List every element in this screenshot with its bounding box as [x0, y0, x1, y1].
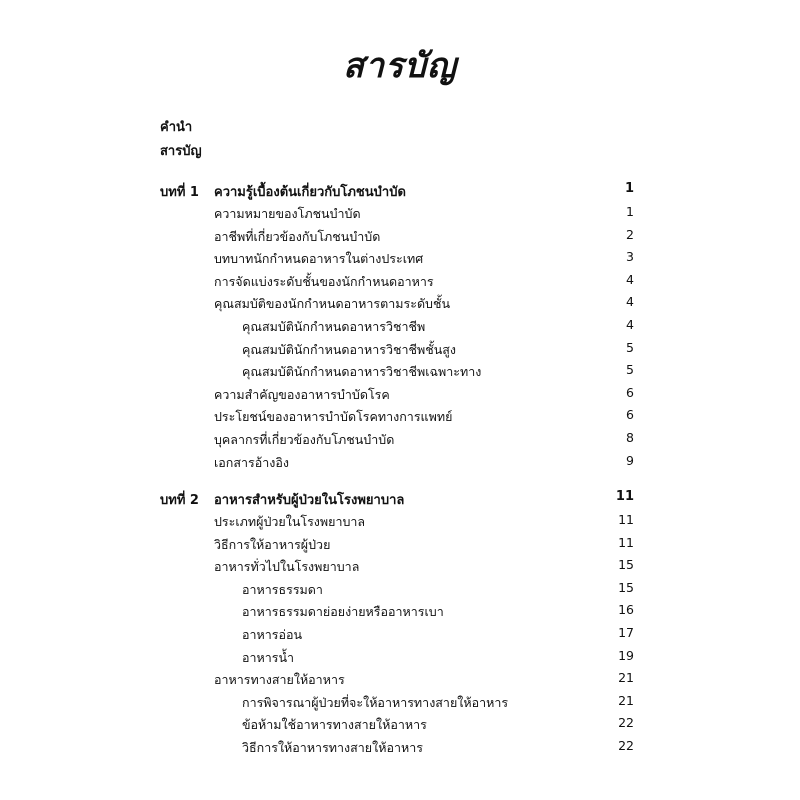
toc-entry-title: ความหมายของโภชนบำบัด — [214, 206, 361, 221]
toc-entry-page-number: 5 — [626, 339, 634, 355]
page-title: สารบัญ — [343, 46, 457, 86]
toc-entry-page-number: 21 — [618, 670, 634, 686]
toc-entry — [0, 294, 800, 317]
toc-entry — [0, 512, 800, 535]
toc-entry-title: วิธีการให้อาหารทางสายให้อาหาร — [242, 739, 423, 755]
toc-entry-page-number: 4 — [626, 294, 634, 310]
toc-entry-title: บุคลากรที่เกี่ยวข้องกับโภชนบำบัด — [214, 431, 395, 447]
toc-entry-page-number: 1 — [626, 204, 634, 219]
chapter-label: บทที่ 2 — [160, 493, 199, 508]
toc-entry-title: อาหารธรรมดาย่อยง่ายหรืออาหารเบา — [242, 604, 444, 620]
toc-entry-page-number: 15 — [618, 557, 634, 573]
toc-entry-title: เอกสารอ้างอิง — [214, 454, 289, 470]
toc-entry — [0, 407, 800, 430]
chapter-1-entries — [0, 204, 800, 475]
toc-entry-title: อาหารธรรมดา — [242, 581, 323, 597]
chapter-title: อาหารสำหรับผู้ป่วยในโรงพยาบาล — [214, 493, 405, 508]
front-matter-toc: สารบัญ — [160, 144, 202, 159]
toc-entry — [0, 670, 800, 693]
toc-entry-page-number: 4 — [626, 316, 634, 332]
toc-entry — [0, 738, 800, 761]
toc-entry — [0, 317, 800, 340]
toc-entry — [0, 557, 800, 580]
toc-entry-page-number: 8 — [626, 429, 634, 445]
toc-entry-title: คุณสมบัตินักกำหนดอาหารวิชาชีพเฉพาะทาง — [242, 364, 482, 380]
toc-entry-page-number: 6 — [626, 384, 634, 400]
toc-entry-page-number: 11 — [618, 512, 634, 527]
toc-entry-page-number: 16 — [618, 602, 634, 618]
chapter-label: บทที่ 1 — [160, 185, 199, 200]
toc-entry — [0, 648, 800, 671]
toc-entry-page-number: 4 — [626, 271, 634, 287]
toc-entry — [0, 385, 800, 408]
toc-entry-title: อาหารทางสายให้อาหาร — [214, 672, 345, 688]
toc-entry-title: คุณสมบัติของนักกำหนดอาหารตามระดับชั้น — [214, 296, 451, 312]
toc-entry — [0, 430, 800, 453]
toc-entry — [0, 227, 800, 250]
toc-entry-page-number: 11 — [618, 534, 634, 550]
toc-entry — [0, 340, 800, 363]
toc-entry-title: ความสำคัญของอาหารบำบัดโรค — [214, 386, 390, 402]
toc-entry-page-number: 21 — [618, 692, 634, 708]
toc-entry — [0, 602, 800, 625]
toc-entry-page-number: 9 — [626, 452, 634, 468]
toc-entry-title: อาหารอ่อน — [242, 626, 303, 642]
toc-entry-page-number: 15 — [618, 579, 634, 595]
toc-entry — [0, 249, 800, 272]
toc-entry-page-number: 22 — [618, 715, 634, 731]
toc-entry-title: ประโยชน์ของอาหารบำบัดโรคทางการแพทย์ — [214, 409, 453, 425]
toc-entry — [0, 204, 800, 227]
toc-entry-title: อาหารน้ำ — [242, 649, 295, 665]
chapter-title: ความรู้เบื้องต้นเกี่ยวกับโภชนบำบัด — [214, 185, 406, 200]
toc-entry — [0, 272, 800, 295]
toc-entry-title: การพิจารณาผู้ป่วยที่จะให้อาหารทางสายให้อาหาร — [242, 694, 509, 710]
toc-entry-page-number: 19 — [618, 647, 634, 663]
toc-entry-title: คุณสมบัตินักกำหนดอาหารวิชาชีพชั้นสูง — [242, 341, 456, 357]
toc-entry-title: อาหารทั่วไปในโรงพยาบาล — [214, 559, 360, 575]
toc-entry-page-number: 2 — [626, 226, 634, 242]
chapter-page-number: 1 — [624, 181, 634, 196]
toc-entry — [0, 535, 800, 558]
toc-entry — [0, 580, 800, 603]
toc-entry — [0, 715, 800, 738]
toc-entry — [0, 625, 800, 648]
toc-entry-page-number: 5 — [626, 362, 634, 378]
toc-entry — [0, 362, 800, 385]
toc-entry-page-number: 22 — [618, 737, 634, 753]
chapter-page-number: 11 — [615, 489, 634, 504]
toc-entry-title: คุณสมบัตินักกำหนดอาหารวิชาชีพ — [242, 318, 426, 334]
toc-entry-page-number: 17 — [618, 624, 634, 640]
toc-entry-title: วิธีการให้อาหารผู้ป่วย — [214, 536, 331, 552]
toc-entry-title: ข้อห้ามใช้อาหารทางสายให้อาหาร — [242, 717, 427, 733]
toc-entry-title: ประเภทผู้ป่วยในโรงพยาบาล — [214, 514, 366, 529]
toc-entry — [0, 453, 800, 476]
toc-entry-title: บทบาทนักกำหนดอาหารในต่างประเทศ — [214, 251, 424, 267]
chapter-2-entries — [0, 512, 800, 761]
toc-entry-title: อาชีพที่เกี่ยวข้องกับโภชนบำบัด — [214, 228, 381, 244]
toc-entry-page-number: 6 — [626, 407, 634, 423]
front-matter-foreword: คำนำ — [160, 120, 193, 135]
toc-entry-page-number: 3 — [626, 249, 634, 265]
toc-entry-title: การจัดแบ่งระดับชั้นของนักกำหนดอาหาร — [214, 273, 434, 289]
toc-entry — [0, 693, 800, 716]
